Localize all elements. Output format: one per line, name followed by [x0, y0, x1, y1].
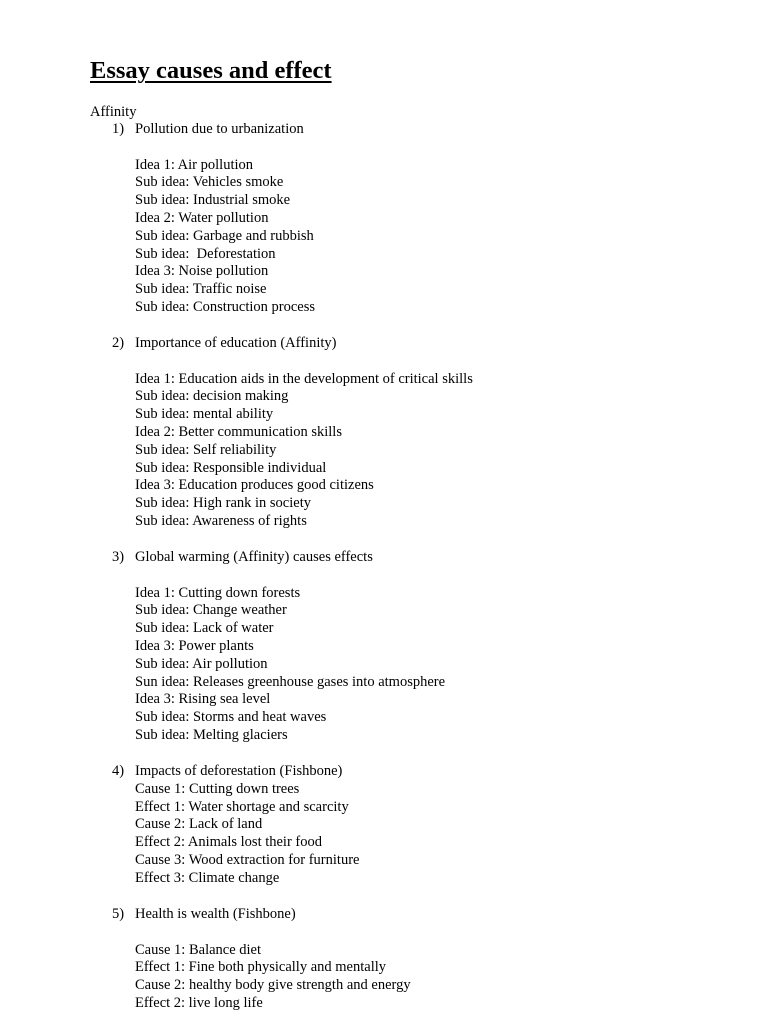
item-2-line-2: Sub idea: decision making: [135, 388, 289, 405]
document-title: Essay causes and effect: [90, 57, 332, 84]
item-2-line-5: Sub idea: Self reliability: [135, 441, 277, 458]
item-4-line-2: Effect 1: Water shortage and scarcity: [135, 798, 349, 815]
item-2-line-4: Idea 2: Better communication skills: [135, 423, 342, 440]
item-1-line-3: Sub idea: Industrial smoke: [135, 192, 291, 209]
item-1-line-4: Idea 2: Water pollution: [135, 209, 269, 226]
item-2-number: 2): [112, 335, 125, 351]
item-1-line-1: Idea 1: Air pollution: [135, 156, 253, 173]
item-1-line-6: Sub idea: Deforestation: [135, 245, 276, 262]
item-4-line-6: Effect 3: Climate change: [135, 869, 280, 886]
item-2-line-3: Sub idea: mental ability: [135, 406, 274, 423]
item-1-line-7: Idea 3: Noise pollution: [135, 263, 269, 280]
item-1-line-5: Sub idea: Garbage and rubbish: [135, 227, 314, 244]
item-4-line-3: Cause 2: Lack of land: [135, 816, 263, 833]
item-3-heading: Global warming (Affinity) causes effects: [135, 549, 373, 565]
item-2-line-7: Idea 3: Education produces good citizens: [135, 477, 374, 494]
item-2-line-1: Idea 1: Education aids in the development of critical skills: [135, 370, 473, 387]
item-3-line-3: Sub idea: Lack of water: [135, 620, 274, 637]
item-3-line-8: Sub idea: Storms and heat waves: [135, 709, 327, 726]
item-5-line-4: Effect 2: live long life: [135, 994, 263, 1011]
item-1-line-2: Sub idea: Vehicles smoke: [135, 174, 284, 191]
item-5-heading: Health is wealth (Fishbone): [135, 906, 296, 922]
item-3-line-4: Idea 3: Power plants: [135, 637, 254, 654]
item-1-number: 1): [112, 121, 125, 137]
item-4-line-5: Cause 3: Wood extraction for furniture: [135, 852, 360, 868]
item-2-line-8: Sub idea: High rank in society: [135, 495, 311, 512]
item-5-line-1: Cause 1: Balance diet: [135, 941, 262, 958]
item-5-line-2: Effect 1: Fine both physically and mentally: [135, 959, 387, 976]
item-3-line-1: Idea 1: Cutting down forests: [135, 584, 301, 601]
section-heading: Affinity: [90, 104, 137, 120]
item-3-line-2: Sub idea: Change weather: [135, 602, 287, 619]
item-2-line-6: Sub idea: Responsible individual: [135, 459, 327, 476]
item-4-line-1: Cause 1: Cutting down trees: [135, 780, 300, 797]
item-1-line-9: Sub idea: Construction process: [135, 298, 316, 315]
item-3-line-6: Sun idea: Releases greenhouse gases into atmosphere: [135, 673, 446, 690]
item-2-line-9: Sub idea: Awareness of rights: [135, 512, 307, 529]
item-3-line-9: Sub idea: Melting glaciers: [135, 726, 288, 743]
item-5-number: 5): [112, 906, 125, 922]
item-2-heading: Importance of education (Affinity): [135, 335, 337, 351]
item-1-line-8: Sub idea: Traffic noise: [135, 281, 267, 298]
item-3-line-7: Idea 3: Rising sea level: [135, 691, 271, 708]
item-5-line-3: Cause 2: healthy body give strength and energy: [135, 977, 411, 994]
item-4-line-4: Effect 2: Animals lost their food: [135, 834, 322, 851]
item-4-number: 4): [112, 763, 125, 779]
item-3-number: 3): [112, 549, 125, 565]
item-4-heading: Impacts of deforestation (Fishbone): [135, 763, 343, 779]
item-3-line-5: Sub idea: Air pollution: [135, 655, 268, 672]
item-1-heading: Pollution due to urbanization: [135, 121, 304, 137]
